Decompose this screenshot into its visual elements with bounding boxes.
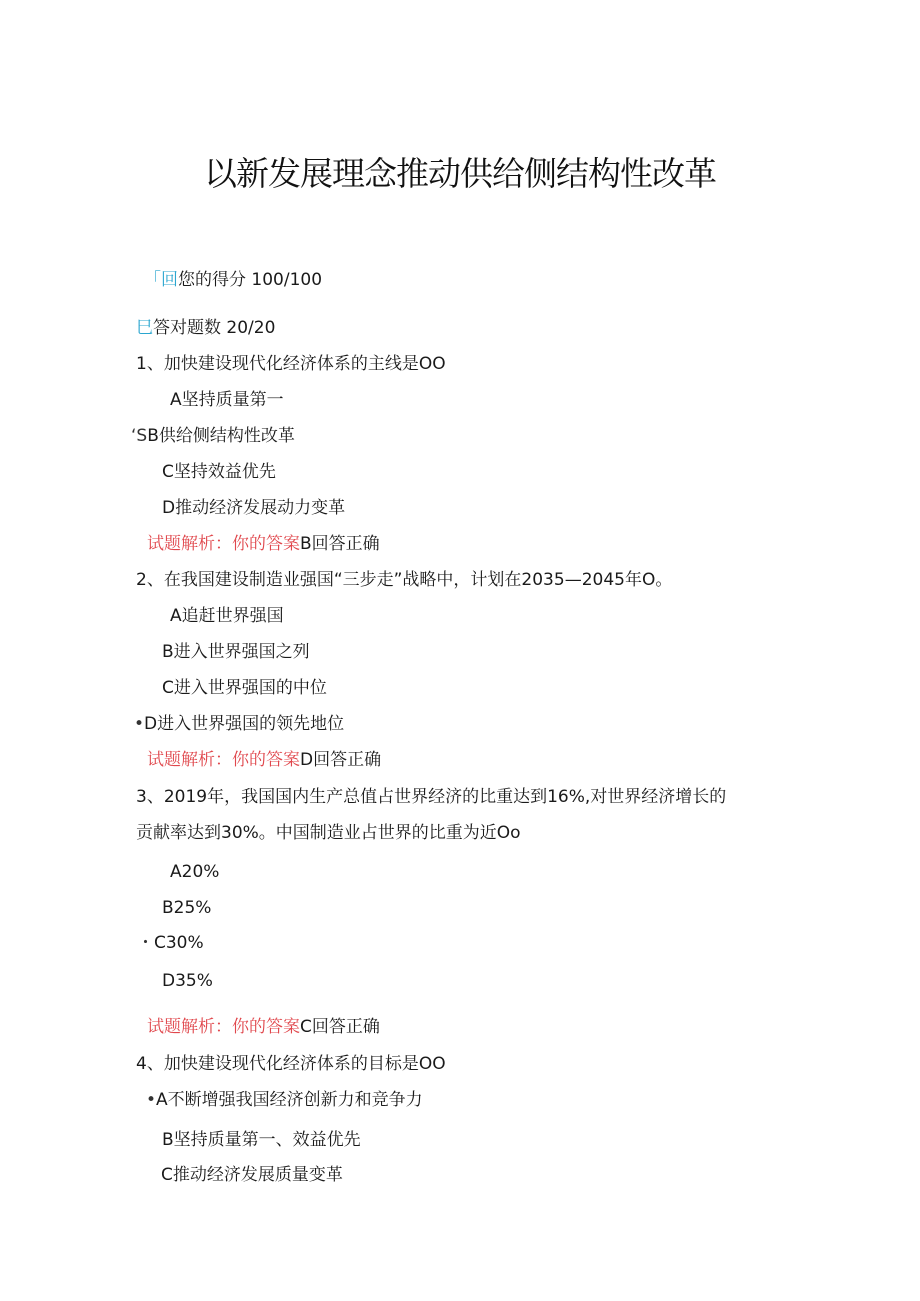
question-1-text: 1、加快建设现代化经济体系的主线是OO <box>136 354 446 374</box>
q1-option-a[interactable] <box>170 389 284 411</box>
q4-option-b[interactable] <box>162 1129 361 1151</box>
q2-option-c[interactable] <box>162 677 327 699</box>
score-row <box>144 269 322 291</box>
question-3-text-line1: 3、2019年，我国国内生产总值占世界经济的比重达到16%,对世界经济增长的 <box>136 787 727 807</box>
option-text: C坚持效益优先 <box>162 462 276 482</box>
option-text: D进入世界强国的领先地位 <box>144 714 345 734</box>
answered-text: 答对题数 20/20 <box>153 318 276 338</box>
option-text: B进入世界强国之列 <box>162 642 310 662</box>
q1-option-b[interactable] <box>131 425 295 447</box>
option-text: A坚持质量第一 <box>170 390 284 410</box>
option-text: C推动经济发展质量变革 <box>161 1165 343 1185</box>
q3-option-c[interactable] <box>137 932 204 954</box>
option-text: A不断增强我国经济创新力和竞争力 <box>156 1090 423 1110</box>
q1-option-d[interactable] <box>162 497 345 519</box>
q1-analysis <box>147 533 380 555</box>
analysis-result: B回答正确 <box>300 534 380 554</box>
option-text: C30% <box>154 933 204 953</box>
q4-option-c[interactable] <box>161 1164 343 1186</box>
selected-marker-icon: ‘S <box>131 426 148 446</box>
option-text: A20% <box>170 862 220 882</box>
analysis-label: 试题解析：你的答案 <box>147 1017 300 1037</box>
q2-option-a[interactable] <box>170 605 284 627</box>
question-4-text: 4、加快建设现代化经济体系的目标是OO <box>136 1054 446 1074</box>
q2-analysis <box>147 749 381 771</box>
question-3-text-line2: 贡献率达到30%。中国制造业占世界的比重为近Oo <box>136 823 521 843</box>
score-icon: 「回 <box>144 270 178 290</box>
q2-option-d[interactable] <box>134 713 344 735</box>
page-title: 以新发展理念推动供给侧结构性改革 <box>204 154 716 193</box>
option-text: D推动经济发展动力变革 <box>162 498 346 518</box>
q3-option-b[interactable] <box>162 897 211 919</box>
score-text: 您的得分 100/100 <box>178 270 323 290</box>
analysis-label: 试题解析：你的答案 <box>147 534 300 554</box>
selected-marker-icon: ・ <box>137 933 154 953</box>
analysis-label: 试题解析：你的答案 <box>147 750 300 770</box>
answered-row <box>136 317 275 339</box>
q3-option-d[interactable] <box>162 970 213 992</box>
option-text: C进入世界强国的中位 <box>162 678 327 698</box>
question-2-text: 2、在我国建设制造业强国“三步走”战略中，计划在2035—2045年O。 <box>136 570 673 590</box>
q4-option-a[interactable] <box>146 1089 423 1111</box>
q2-option-b[interactable] <box>162 641 310 663</box>
analysis-result: D回答正确 <box>300 750 382 770</box>
selected-marker-icon: • <box>134 714 145 734</box>
option-text: B坚持质量第一、效益优先 <box>162 1130 361 1150</box>
option-text: A追赶世界强国 <box>170 606 284 626</box>
option-text: B25% <box>162 898 212 918</box>
q3-option-a[interactable] <box>170 861 219 883</box>
answered-icon: 巳 <box>136 318 153 338</box>
analysis-result: C回答正确 <box>300 1017 380 1037</box>
selected-marker-icon: • <box>146 1090 157 1110</box>
q3-analysis <box>147 1016 380 1038</box>
q1-option-c[interactable] <box>162 461 276 483</box>
option-text: B供给侧结构性改革 <box>147 426 295 446</box>
option-text: D35% <box>162 971 213 991</box>
